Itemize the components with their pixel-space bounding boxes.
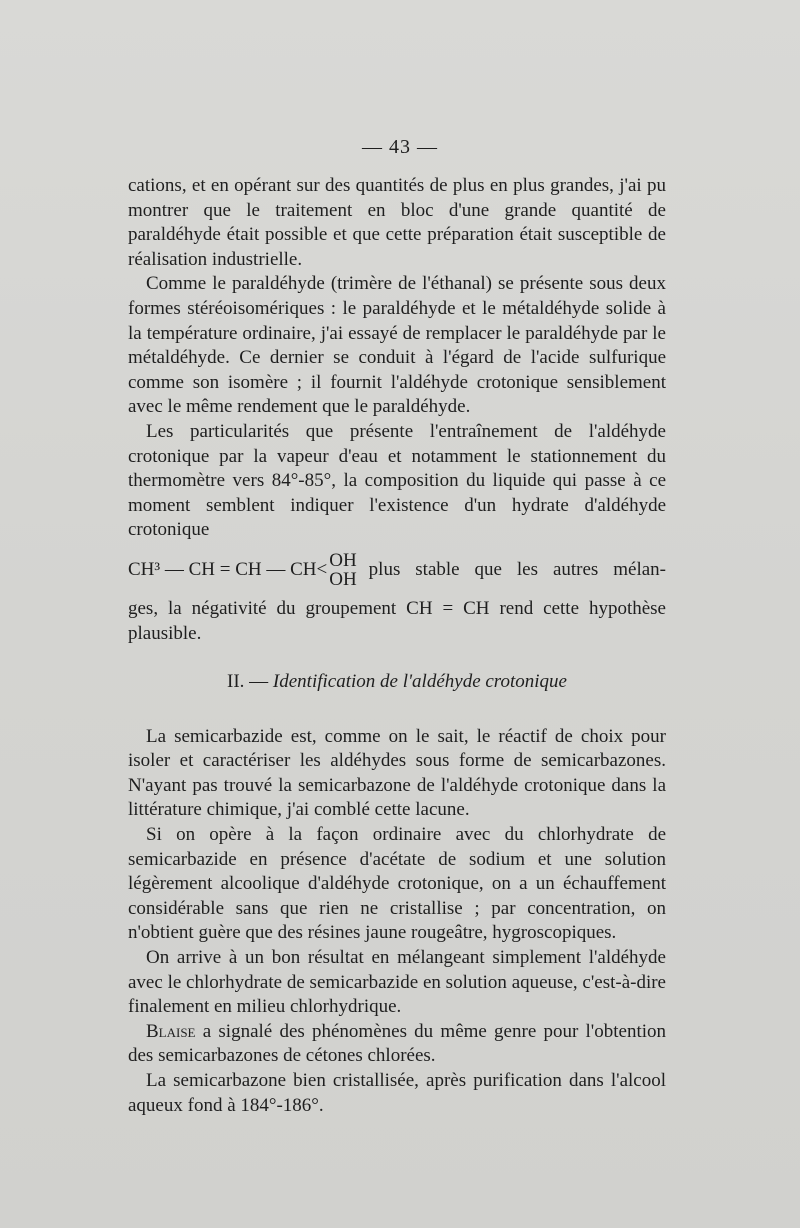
paragraph: ges, la négativité du groupement CH = CH rend cette hypothèse plausible. [128, 597, 666, 644]
paragraph: La semicarbazone bien cristallisée, après purification dans l'alcool aqueux fond à 184°-186°. [128, 1070, 666, 1116]
paragraph: cations, et en opérant sur des quantités de plus en plus grandes, j'ai pu montrer que le traitement en bloc d'une grande quantité de paraldéhyde était possible et que cette préparation était susceptible de réalisation industrielle. [128, 175, 666, 270]
author-name: Blaise [146, 1020, 196, 1042]
paragraph [128, 1020, 666, 1069]
page-number: — 43 — [362, 136, 438, 158]
section-title: Identification de l'aldéhyde crotonique [272, 671, 567, 693]
formula-line-text: plus stable que les autres mélan- [368, 558, 666, 580]
formula-bracket: < [316, 558, 328, 580]
chemical-formula [128, 551, 369, 589]
paragraph: Si on opère à la façon ordinaire avec du chlorhydrate de semicarbazide en présence d'acétate de sodium et une solution légèrement alcoolique d'aldéhyde crotonique, on a un échauffement considérable sans que rien ne cristallise ; par concentration, on n'obtient guère que des résines jaune rougeâtre, hygroscopiques. [128, 824, 666, 944]
paragraph: On arrive à un bon résultat en mélangeant simplement l'aldéhyde avec le chlorhydrate de semicarbazide en solution aqueuse, c'est-à-dire finalement en milieu chlorhydrique. [128, 947, 666, 1018]
section-heading [128, 670, 666, 695]
formula-chain: CH³ — CH = CH — CH [128, 558, 317, 580]
section-number: II. — [227, 671, 269, 693]
chemical-formula-line [128, 545, 666, 595]
paragraph-text: a signalé des phénomènes du même genre pour l'obtention des semicarbazones de cétones chlorées. [128, 1020, 666, 1067]
paragraph: Les particularités que présente l'entraînement de l'aldéhyde crotonique par la vapeur d'eau et notamment le stationnement du thermomètre vers 84°-85°, la composition du liquide qui passe à ce moment semblent indiquer l'existence d'un hydrate d'aldéhyde crotonique [128, 420, 666, 541]
paragraph: La semicarbazide est, comme on le sait, le réactif de choix pour isoler et caractériser les aldéhydes sous forme de semicarbazones. N'ayant pas trouvé la semicarbazone de l'aldéhyde crotonique dans la littérature chimique, j'ai comblé cette lacune. [128, 725, 666, 821]
hydroxyl-bottom: OH [329, 568, 357, 590]
paragraph: Comme le paraldéhyde (trimère de l'éthanal) se présente sous deux formes stéréoisomériques : le paraldéhyde et le métaldéhyde solide à la température ordinaire, j'ai essayé de remplacer le paraldéhyde par le métaldéhyde. Ce dernier se conduit à l'égard de l'acide sulfurique comme son isomère ; il fournit l'aldéhyde crotonique sensiblement avec le même rendement que le paraldéhyde. [128, 273, 666, 418]
body-text [128, 174, 666, 1118]
hydroxyl-top: OH [329, 549, 357, 571]
hydroxyl-stack [329, 551, 356, 589]
